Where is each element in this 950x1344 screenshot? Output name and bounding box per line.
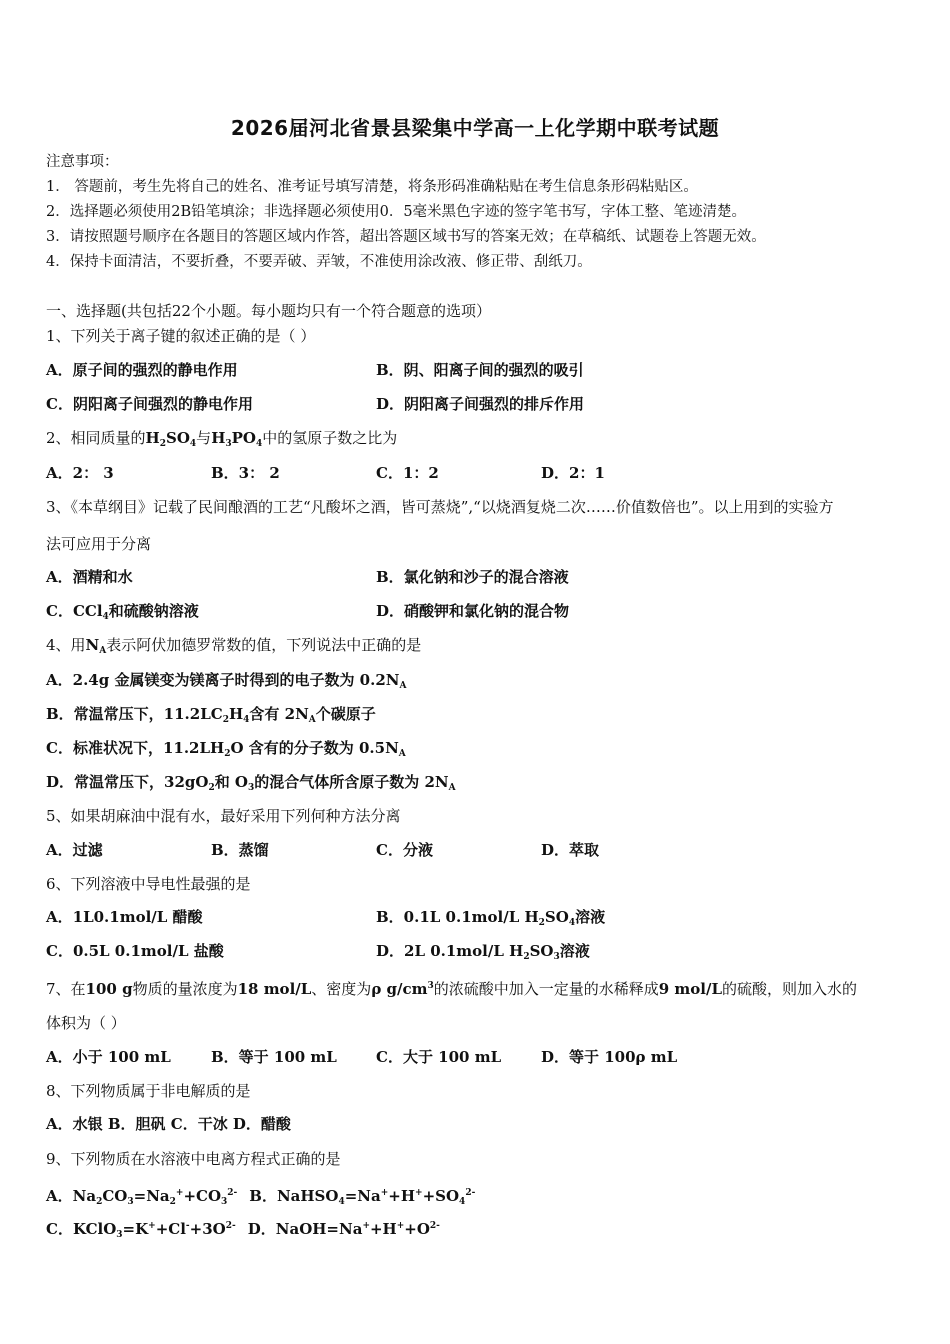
question-4-stem: 4、用$N_A$表示阿伏加德罗常数的值，下列说法中正确的是 — [46, 636, 422, 656]
option-a: A．1L0.1mol/L 醋酸 — [46, 908, 203, 926]
option-c: C．1：2 — [376, 464, 439, 482]
question-1-stem: 1、下列关于离子键的叙述正确的是（ ） — [46, 327, 316, 345]
option-a: A．2.4g 金属镁变为镁离子时得到的电子数为 $0.2N_A$ — [46, 671, 407, 691]
option-b: B．氯化钠和沙子的混合溶液 — [376, 568, 569, 586]
question-3-options-row-1 — [46, 567, 569, 587]
question-1-options-row-1 — [46, 360, 584, 380]
question-1-options-row-2 — [46, 394, 584, 414]
option-b: B．0.1L 0.1mol/L $H_2SO_4$溶液 — [376, 908, 606, 928]
option-b: B．常温常压下，$11.2LC_2H_4$含有 $2N_A$个碳原子 — [46, 705, 376, 725]
option-d: D．$NaOH=Na^++H^++O^{2-}$ — [247, 1220, 440, 1238]
question-6-options-row-1 — [46, 907, 605, 933]
question-7-stem: 7、在100 g物质的量浓度为18 mol/L、密度为ρ $g/cm^3$的浓硫酸中加入一定量的水稀释成9 mol/L的硫酸，则加入水的 — [46, 980, 858, 998]
notice-item: 1． 答题前，考生先将自己的姓名、准考证号填写清楚，将条形码准确粘贴在考生信息条形码粘贴区。 — [46, 179, 698, 195]
question-9-stem: 9、下列物质在水溶液中电离方程式正确的是 — [46, 1150, 341, 1168]
question-8-options: A．水银 B．胆矾 C．干冰 D．醋酸 — [46, 1115, 291, 1133]
question-6-options-row-2 — [46, 941, 590, 967]
option-b: B．等于 100 mL — [211, 1048, 337, 1066]
option-a: A．小于 100 mL — [46, 1048, 171, 1066]
notice-heading: 注意事项： — [46, 154, 119, 170]
question-9-options-row-2 — [46, 1216, 440, 1245]
option-c: C．CCl$_4$和硫酸钠溶液 — [46, 602, 199, 622]
option-b: B．蒸馏 — [211, 841, 269, 859]
notice-item: 4．保持卡面清洁，不要折叠，不要弄破、弄皱，不准使用涂改液、修正带、刮纸刀。 — [46, 254, 592, 270]
question-3-stem-cont: 法可应用于分离 — [46, 535, 152, 553]
question-2-stem: 2、相同质量的$H_2SO_4$与$H_3PO_4$中的氢原子数之比为 — [46, 429, 398, 449]
question-7-stem-cont: 体积为（ ） — [46, 1014, 126, 1032]
question-6-stem: 6、下列溶液中导电性最强的是 — [46, 875, 251, 893]
option-b: B．阴、阳离子间的强烈的吸引 — [376, 361, 584, 379]
notice-item: 2．选择题必须使用2B铅笔填涂；非选择题必须使用0．5毫米黑色字迹的签字笔书写，字体工整、笔迹清楚。 — [46, 204, 747, 220]
question-3-options-row-2 — [46, 601, 569, 627]
option-a: A．酒精和水 — [46, 568, 133, 586]
option-a: A．2： 3 — [46, 464, 114, 482]
notice-item: 3．请按照题号顺序在各题目的答题区域内作答，超出答题区域书写的答案无效；在草稿纸、试题卷上答题无效。 — [46, 229, 766, 245]
question-5-options — [46, 840, 599, 860]
section-heading: 一、选择题(共包括22个小题。每小题均只有一个符合题意的选项） — [46, 302, 491, 320]
page-title: 2026届河北省景县梁集中学高一上化学期中联考试题 — [230, 116, 720, 140]
option-c: C．大于 100 mL — [376, 1048, 502, 1066]
option-c: C．标准状况下，$11.2LH_2O$ 含有的分子数为 $0.5N_A$ — [46, 739, 406, 759]
option-b: B．3： 2 — [211, 464, 280, 482]
question-2-options — [46, 463, 605, 483]
option-d: D．常温常压下，$32gO_2$和 $O_3$的混合气体所含原子数为 $2N_A$ — [46, 773, 456, 793]
option-c: C．分液 — [376, 841, 433, 859]
option-d: D．2L 0.1mol/L $H_2SO_3$溶液 — [376, 942, 590, 962]
question-5-stem: 5、如果胡麻油中混有水，最好采用下列何种方法分离 — [46, 807, 401, 825]
option-c: C．0.5L 0.1mol/L 盐酸 — [46, 942, 224, 960]
option-d: D．等于 100ρ mL — [541, 1048, 678, 1066]
question-8-stem: 8、下列物质属于非电解质的是 — [46, 1082, 251, 1100]
option-b: B．$NaHSO_4=Na^++H^++SO_4^{2-}$ — [249, 1187, 476, 1207]
option-d: D．阴阳离子间强烈的排斥作用 — [376, 395, 585, 413]
option-a: A．$Na_2CO_3=Na_2^++CO_3^{2-}$ — [46, 1187, 238, 1207]
option-c: C．阴阳离子间强烈的静电作用 — [46, 395, 253, 413]
question-3-stem: 3、《本草纲目》记载了民间酿酒的工艺“凡酸坏之酒，皆可蒸烧”,“以烧酒复烧二次……价值数倍也”。以上用到的实验方 — [46, 498, 834, 516]
option-d: D．硝酸钾和氯化钠的混合物 — [376, 602, 570, 620]
option-a: A．原子间的强烈的静电作用 — [46, 361, 238, 379]
option-a: A．过滤 — [46, 841, 103, 859]
question-7-options — [46, 1047, 677, 1067]
option-d: D．2：1 — [541, 464, 605, 482]
option-c: C．$KClO_3=K^++Cl^-+3O^{2-}$ — [46, 1220, 236, 1240]
option-d: D．萃取 — [541, 841, 600, 859]
question-9-options-row-1 — [46, 1183, 475, 1212]
